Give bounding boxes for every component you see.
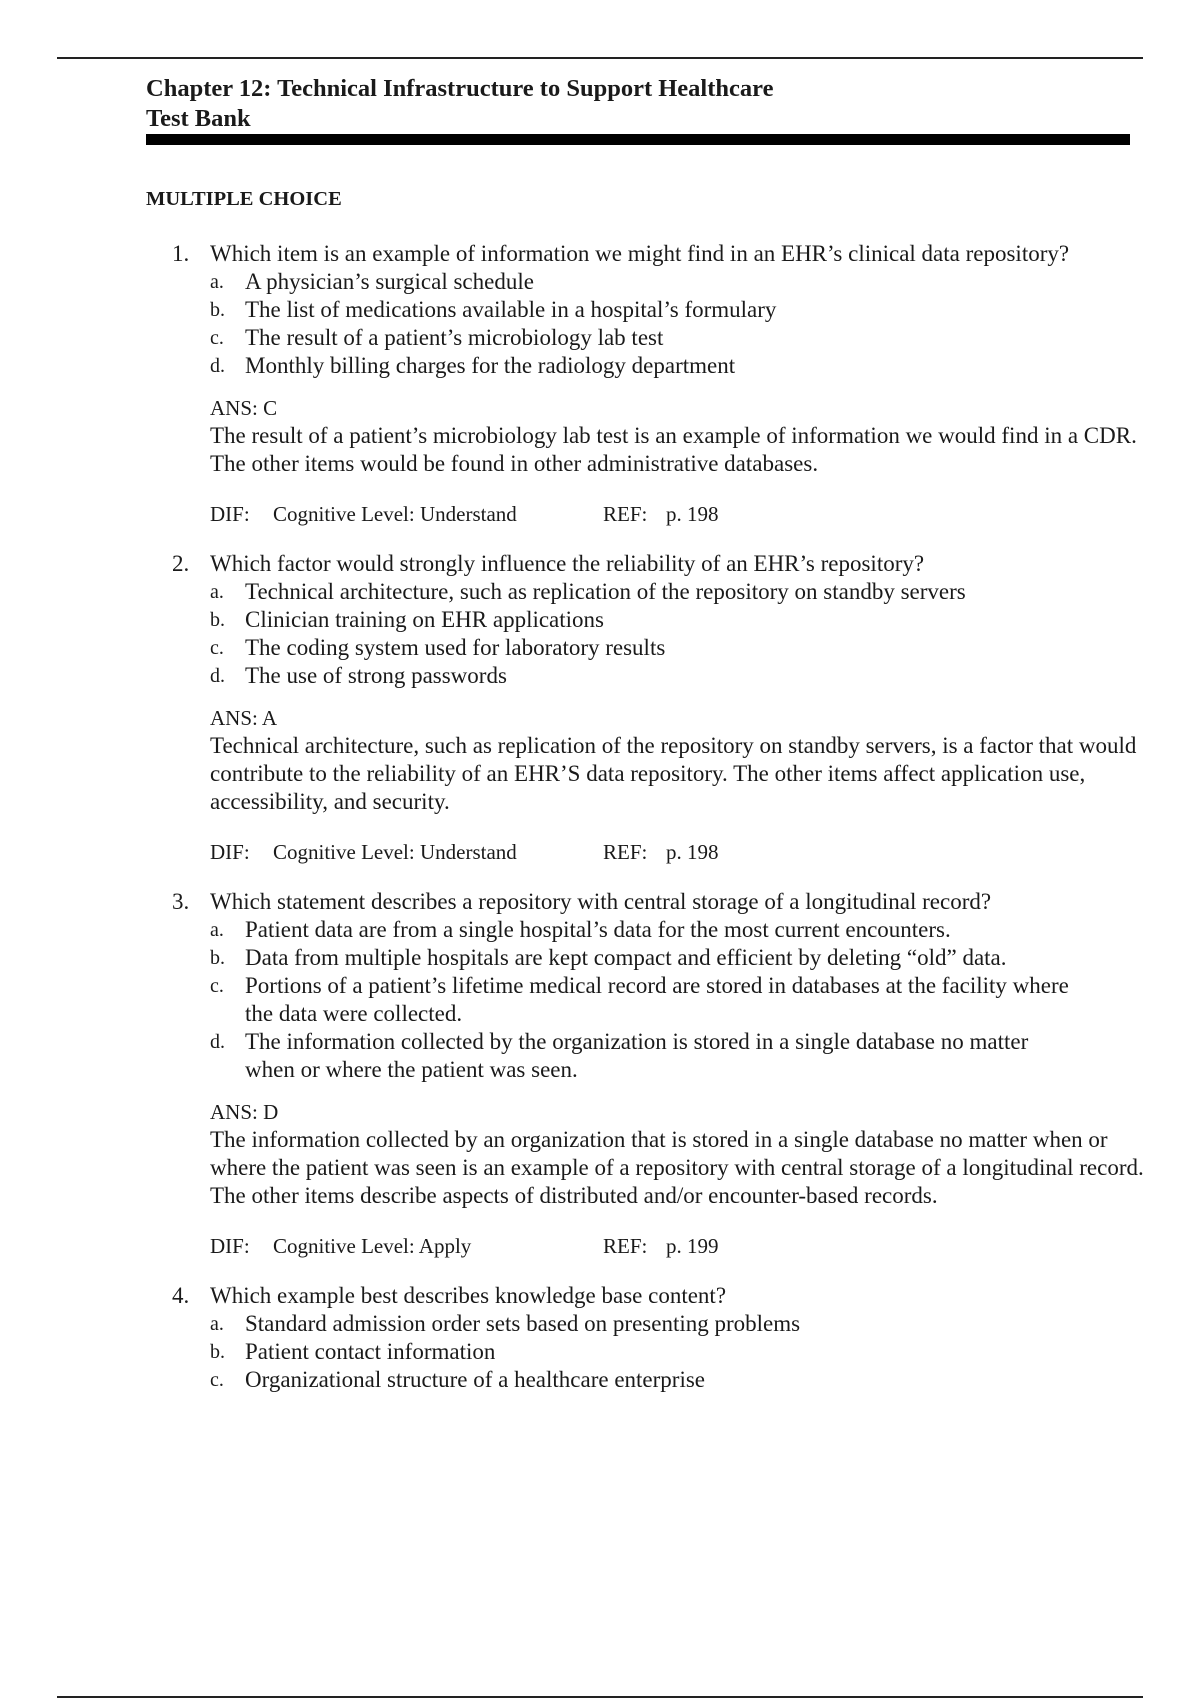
option-text: The information collected by the organization is stored in a single database no matter when or where the patient was seen.	[245, 1029, 1029, 1082]
option-text: Organizational structure of a healthcare enterprise	[245, 1367, 705, 1392]
option-letter: d.	[210, 355, 225, 377]
option-c	[0, 972, 1200, 1028]
option-d	[0, 662, 1200, 690]
option-text: Patient contact information	[245, 1339, 496, 1364]
option-c	[0, 634, 1200, 662]
question-4	[0, 1282, 1200, 1394]
option-b	[0, 1338, 1200, 1366]
option-c	[0, 324, 1200, 352]
option-text: Monthly billing charges for the radiology department	[245, 353, 736, 378]
question-stem	[0, 550, 1200, 578]
answer-rationale: The result of a patient’s microbiology lab test is an example of information we would find in a CDR. The other items would be found in other administrative databases.	[210, 423, 1137, 476]
question-meta	[0, 500, 1200, 528]
title-line-1: Chapter 12: Technical Infrastructure to Support Healthcare	[146, 75, 774, 102]
question-number: 3.	[172, 889, 190, 914]
option-letter: a.	[210, 581, 224, 603]
answer-rationale: The information collected by an organization that is stored in a single database no matter when or where the patient was seen is an example of a repository with central storage of a longitudinal record. The other items describe aspects of distributed and/or encounter-based records.	[210, 1127, 1144, 1208]
answer-key: ANS: D	[210, 1100, 279, 1124]
option-b	[0, 944, 1200, 972]
option-letter: a.	[210, 919, 224, 941]
question-text: Which item is an example of information we might find in an EHR’s clinical data repository?	[210, 241, 1070, 266]
question-text: Which example best describes knowledge base content?	[210, 1283, 727, 1308]
question-list	[0, 240, 1200, 1394]
option-a	[0, 578, 1200, 606]
option-text: Technical architecture, such as replication of the repository on standby servers	[245, 579, 966, 604]
dif-label: DIF:	[210, 502, 250, 526]
question-stem	[0, 888, 1200, 916]
ref-label: REF:	[603, 840, 648, 864]
dif-label: DIF:	[210, 1234, 250, 1258]
page-title	[146, 74, 773, 134]
option-letter: c.	[210, 327, 224, 349]
title-line-2: Test Bank	[146, 105, 251, 132]
option-letter: d.	[210, 665, 225, 687]
answer-block	[0, 704, 1200, 816]
answer-key: ANS: A	[210, 706, 278, 730]
section-heading: MULTIPLE CHOICE	[146, 188, 342, 210]
page-reference: p. 199	[666, 1234, 719, 1258]
question-number: 4.	[172, 1283, 190, 1308]
ref-label: REF:	[603, 502, 648, 526]
option-letter: c.	[210, 637, 224, 659]
answer-key: ANS: C	[210, 396, 278, 420]
option-letter: c.	[210, 975, 224, 997]
option-a	[0, 268, 1200, 296]
option-text: A physician’s surgical schedule	[245, 269, 534, 294]
question-text: Which factor would strongly influence the reliability of an EHR’s repository?	[210, 551, 925, 576]
top-rule	[57, 57, 1143, 59]
difficulty-level: Cognitive Level: Understand	[273, 502, 517, 526]
question-text: Which statement describes a repository with central storage of a longitudinal record?	[210, 889, 992, 914]
answer-block	[0, 1098, 1200, 1210]
option-b	[0, 606, 1200, 634]
question-stem	[0, 1282, 1200, 1310]
option-b	[0, 296, 1200, 324]
page-reference: p. 198	[666, 840, 719, 864]
question-stem	[0, 240, 1200, 268]
option-a	[0, 916, 1200, 944]
question-number: 1.	[172, 241, 190, 266]
question-3	[0, 888, 1200, 1260]
option-text: Standard admission order sets based on presenting problems	[245, 1311, 801, 1336]
option-letter: a.	[210, 271, 224, 293]
option-letter: b.	[210, 947, 225, 969]
dif-label: DIF:	[210, 840, 250, 864]
option-letter: a.	[210, 1313, 224, 1335]
option-text: Patient data are from a single hospital’s data for the most current encounters.	[245, 917, 951, 942]
option-letter: b.	[210, 1341, 225, 1363]
option-letter: b.	[210, 609, 225, 631]
option-letter: b.	[210, 299, 225, 321]
question-meta	[0, 1232, 1200, 1260]
question-meta	[0, 838, 1200, 866]
difficulty-level: Cognitive Level: Apply	[273, 1234, 472, 1258]
bottom-rule	[57, 1696, 1143, 1698]
option-a	[0, 1310, 1200, 1338]
difficulty-level: Cognitive Level: Understand	[273, 840, 517, 864]
option-d	[0, 1028, 1200, 1084]
option-text: The list of medications available in a hospital’s formulary	[245, 297, 777, 322]
option-text: The use of strong passwords	[245, 663, 507, 688]
option-text: Data from multiple hospitals are kept compact and efficient by deleting “old” data.	[245, 945, 1007, 970]
ref-label: REF:	[603, 1234, 648, 1258]
option-text: The result of a patient’s microbiology lab test	[245, 325, 664, 350]
answer-block	[0, 394, 1200, 478]
answer-rationale: Technical architecture, such as replication of the repository on standby servers, is a factor that would contribute to the reliability of an EHR’S data repository. The other items affect application use, accessibility, and security.	[210, 733, 1137, 814]
page-reference: p. 198	[666, 502, 719, 526]
option-text: Clinician training on EHR applications	[245, 607, 604, 632]
option-c	[0, 1366, 1200, 1394]
question-number: 2.	[172, 551, 190, 576]
option-text: Portions of a patient’s lifetime medical record are stored in databases at the facility where the data were collected.	[245, 973, 1069, 1026]
title-underline-bar	[146, 134, 1130, 145]
option-letter: c.	[210, 1369, 224, 1391]
option-text: The coding system used for laboratory results	[245, 635, 666, 660]
option-letter: d.	[210, 1031, 225, 1053]
option-d	[0, 352, 1200, 380]
question-1	[0, 240, 1200, 528]
question-2	[0, 550, 1200, 866]
